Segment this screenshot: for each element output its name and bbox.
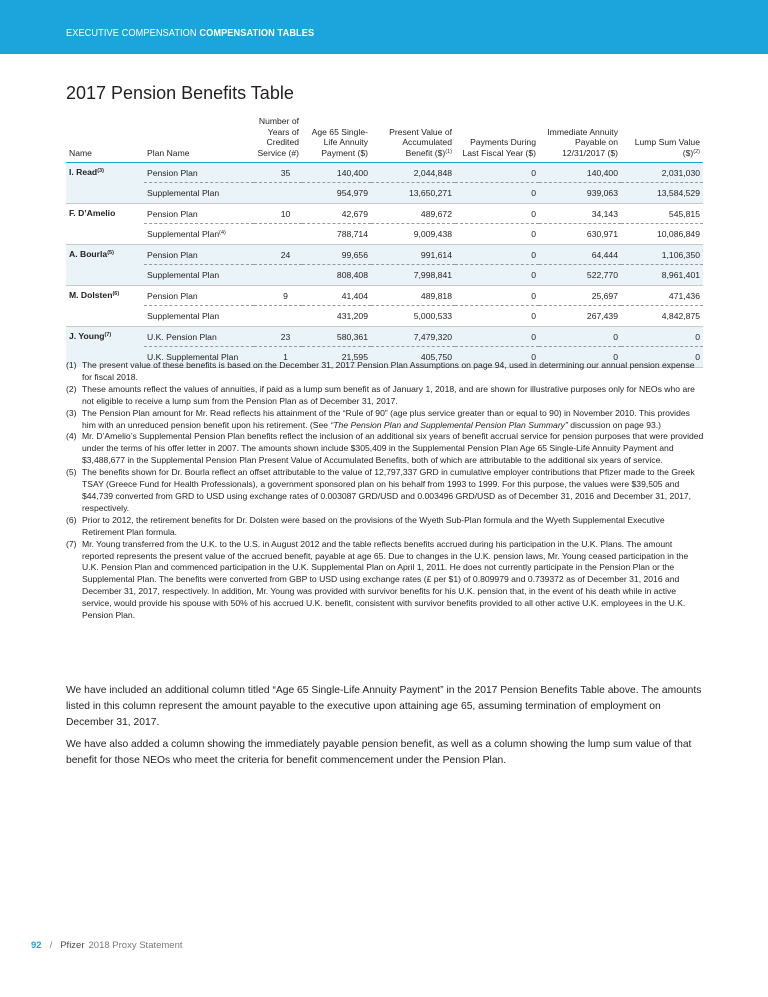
table-row bbox=[66, 203, 703, 224]
present-value-benefit: 13,650,271 bbox=[371, 183, 455, 204]
payments-last-fiscal-year: 0 bbox=[455, 224, 539, 245]
footnote-ref[interactable]: (6) bbox=[112, 290, 120, 297]
immediate-annuity: 0 bbox=[539, 347, 621, 368]
age65-annuity-payment: 954,979 bbox=[302, 183, 371, 204]
section-header bbox=[66, 28, 314, 39]
footnote-item bbox=[66, 539, 706, 622]
executive-name: J. Young$^{(7)}$ bbox=[66, 326, 144, 367]
paragraph-age65-column: We have included an additional column titled “Age 65 Single-Life Annuity Payment” in the 2017 Pension Benefits Table above. The amounts listed in this column represent the amount payable to the executive upon attaining age 65, assuming termination of employment on December 31, 2017. bbox=[66, 685, 702, 728]
table-row bbox=[66, 265, 703, 286]
present-value-benefit: 7,998,841 bbox=[371, 265, 455, 286]
years-credited-service: 24 bbox=[254, 244, 302, 265]
age65-annuity-payment: 788,714 bbox=[302, 224, 371, 245]
payments-last-fiscal-year: 0 bbox=[455, 265, 539, 286]
table-row bbox=[66, 224, 703, 245]
present-value-benefit: 405,750 bbox=[371, 347, 455, 368]
immediate-annuity: 939,063 bbox=[539, 183, 621, 204]
subsection-label: COMPENSATION TABLES bbox=[199, 28, 315, 39]
footnote-ref[interactable]: (1) bbox=[445, 149, 452, 156]
plan-name: Pension Plan bbox=[144, 162, 254, 183]
footnote-item bbox=[66, 384, 706, 408]
years-credited-service bbox=[254, 265, 302, 286]
plan-name: Supplemental Plan bbox=[144, 265, 254, 286]
payments-last-fiscal-year: 0 bbox=[455, 244, 539, 265]
plan-name: Pension Plan bbox=[144, 244, 254, 265]
footnote-number: (6) bbox=[66, 514, 77, 525]
table-header-row bbox=[66, 116, 703, 162]
table-row bbox=[66, 306, 703, 327]
footnote-text: These amounts reflect the values of annuities, if paid as a lump sum benefit as of January 1, 2018, and are shown for illustrative purposes only for NEOs who are not eligible to receive a lump sum from the Pension Plan as of December 31, 2017. bbox=[82, 383, 695, 406]
immediate-annuity: 522,770 bbox=[539, 265, 621, 286]
footnote-item bbox=[66, 515, 706, 539]
age65-annuity-payment: 41,404 bbox=[302, 285, 371, 306]
payments-last-fiscal-year: 0 bbox=[455, 347, 539, 368]
plan-name: Pension Plan bbox=[144, 203, 254, 224]
payments-last-fiscal-year: 0 bbox=[455, 285, 539, 306]
table-row bbox=[66, 183, 703, 204]
plan-name: U.K. Supplemental Plan bbox=[144, 347, 254, 368]
immediate-annuity: 267,439 bbox=[539, 306, 621, 327]
footnote-ref[interactable]: (7) bbox=[104, 331, 112, 338]
age65-annuity-payment: 580,361 bbox=[302, 326, 371, 347]
lump-sum-value: 2,031,030 bbox=[621, 162, 703, 183]
immediate-annuity: 64,444 bbox=[539, 244, 621, 265]
years-credited-service: 35 bbox=[254, 162, 302, 183]
plan-name: U.K. Pension Plan bbox=[144, 326, 254, 347]
lump-sum-value: 0 bbox=[621, 347, 703, 368]
footer-separator: / bbox=[49, 940, 53, 951]
column-header-plan-name: Plan Name bbox=[144, 116, 254, 162]
years-credited-service: 1 bbox=[254, 347, 302, 368]
column-header-years-service: Number of Years of Credited Service (#) bbox=[254, 116, 302, 162]
footnote-item bbox=[66, 360, 706, 384]
plan-name: Pension Plan bbox=[144, 285, 254, 306]
immediate-annuity: 34,143 bbox=[539, 203, 621, 224]
paragraph-immediate-column: We have also added a column showing the immediately payable pension benefit, as well as a column showing the lump sum value of that benefit for those NEOs who meet the criteria for benefit commencement under the Pension Plan. bbox=[66, 739, 692, 766]
payments-last-fiscal-year: 0 bbox=[455, 306, 539, 327]
footnote-number: (4) bbox=[66, 431, 77, 442]
footnote-number: (1) bbox=[66, 360, 77, 370]
years-credited-service: 23 bbox=[254, 326, 302, 347]
table-row bbox=[66, 285, 703, 306]
footnote-ref[interactable]: (5) bbox=[107, 249, 114, 256]
column-header-lump-sum: Lump Sum Value ($)$^{(2)}$ bbox=[621, 116, 703, 162]
footnote-text: Mr. D’Amelio’s Supplemental Pension Plan benefits reflect the inclusion of an additional six years of benefit accrual service for pension purposes that were provided under the terms of his offer letter in 2007. The amounts shown include $305,409 in the Supplemental Pension Plan Age 65 Single-Life Annuity Payment and $3,488,677 in the Supplemental Pension Plan Present Value of Accumulated Benefits, both of which are attributable to the additional six years of service. bbox=[82, 431, 704, 466]
years-credited-service: 9 bbox=[254, 285, 302, 306]
footnote-ref[interactable]: (3) bbox=[97, 167, 104, 174]
years-credited-service: 10 bbox=[254, 203, 302, 224]
plan-name: Supplemental Plan$^{(4)}$ bbox=[144, 224, 254, 245]
footnote-text: Mr. Young transferred from the U.K. to the U.S. in August 2012 and the table reflects benefits accrued during his participation in the U.K. Plans. The amount reported represents the present value of the accrued benefit, payable at age 65. Due to changes in the U.K. pension laws, Mr. Young ceased participation in the U.K. Pension Plan and commenced participation in the U.K. Supplemental Plan on April 1, 2011. He does not currently participate in the Pension Plan or the Supplemental Plan. The benefits were converted from GBP to USD using exchange rates (£ per $1) of 0.809979 and 0.739372 as of December 31, 2016 and December 31, 2017, respectively. In addition, Mr. Young was provided with survivor benefits for his U.K. pension that, in the event of his death while in active service, would provide his spouse with 50% of his accrued U.K. benefit, consistent with survivor benefits provided to all other active U.K. employees in the U.K. Pension Plan. bbox=[82, 538, 689, 621]
pension-benefits-table bbox=[66, 116, 703, 368]
age65-annuity-payment: 42,679 bbox=[302, 203, 371, 224]
present-value-benefit: 489,672 bbox=[371, 203, 455, 224]
footnote-item bbox=[66, 408, 706, 432]
footer-brand: Pfizer bbox=[60, 940, 85, 951]
top-banner bbox=[0, 0, 768, 54]
years-credited-service bbox=[254, 306, 302, 327]
footnote-text: The present value of these benefits is based on the December 31, 2017 Pension Plan Assumptions on page 94, used in determining our annual pension expense for fiscal 2018. bbox=[82, 360, 695, 382]
executive-name: F. D’Amelio bbox=[66, 203, 144, 244]
page-footer bbox=[31, 940, 183, 951]
age65-annuity-payment: 99,656 bbox=[302, 244, 371, 265]
payments-last-fiscal-year: 0 bbox=[455, 162, 539, 183]
lump-sum-value: 0 bbox=[621, 326, 703, 347]
plan-name: Supplemental Plan bbox=[144, 183, 254, 204]
age65-annuity-payment: 21,595 bbox=[302, 347, 371, 368]
present-value-benefit: 991,614 bbox=[371, 244, 455, 265]
footnote-text: Prior to 2012, the retirement benefits for Dr. Dolsten were based on the provisions of the Wyeth Sub-Plan formula and the Wyeth Supplemental Executive Retirement Plan formula. bbox=[82, 514, 665, 537]
years-credited-service bbox=[254, 183, 302, 204]
footnote-item bbox=[66, 431, 706, 467]
executive-name: I. Read$^{(3)}$ bbox=[66, 162, 144, 203]
executive-name: A. Bourla$^{(5)}$ bbox=[66, 244, 144, 285]
immediate-annuity: 0 bbox=[539, 326, 621, 347]
footnotes bbox=[66, 360, 706, 622]
footnote-item bbox=[66, 467, 706, 515]
age65-annuity-payment: 140,400 bbox=[302, 162, 371, 183]
column-header-present-value: Present Value of Accumulated Benefit ($)$^{(1)}$ bbox=[371, 116, 455, 162]
payments-last-fiscal-year: 0 bbox=[455, 326, 539, 347]
immediate-annuity: 140,400 bbox=[539, 162, 621, 183]
footnote-number: (2) bbox=[66, 383, 77, 394]
present-value-benefit: 489,818 bbox=[371, 285, 455, 306]
footer-document-title: 2018 Proxy Statement bbox=[88, 940, 183, 951]
footnote-number: (5) bbox=[66, 467, 77, 478]
footnote-number: (7) bbox=[66, 538, 77, 549]
executive-name: M. Dolsten$^{(6)}$ bbox=[66, 285, 144, 326]
payments-last-fiscal-year: 0 bbox=[455, 183, 539, 204]
footnote-number: (3) bbox=[66, 407, 77, 418]
section-label: EXECUTIVE COMPENSATION bbox=[66, 28, 197, 39]
table-row bbox=[66, 162, 703, 183]
table-body bbox=[66, 162, 703, 367]
column-header-payments: Payments During Last Fiscal Year ($) bbox=[455, 116, 539, 162]
footnote-ref[interactable]: (4) bbox=[219, 230, 226, 237]
age65-annuity-payment: 808,408 bbox=[302, 265, 371, 286]
present-value-benefit: 9,009,438 bbox=[371, 224, 455, 245]
table-row bbox=[66, 326, 703, 347]
page-title: 2017 Pension Benefits Table bbox=[66, 83, 294, 103]
immediate-annuity: 25,697 bbox=[539, 285, 621, 306]
footnote-text: The Pension Plan amount for Mr. Read reflects his attainment of the “Rule of 90” (age plus service greater than or equal to 90) in November 2010. This provides him with an unreduced pension benefit upon his retirement. (See “The Pension Plan and Supplemental Pension Plan Summary” discussion on page 93.) bbox=[82, 407, 690, 430]
lump-sum-value: 545,815 bbox=[621, 203, 703, 224]
lump-sum-value: 10,086,849 bbox=[621, 224, 703, 245]
footnote-text: The benefits shown for Dr. Bourla reflect an offset attributable to the value of 12,797,337 GRD in cumulative employer contributions that Pfizer made to the Greek TSAY (Greece Fund for Health Professionals), a government sponsored plan on his behalf from 1993 to 1999. For this purpose, the values were $39,505 and $44,739 converted from GRD to USD using exchange rates of 0.003087 GRD/USD and 0.003496 GRD/USD as of December 31, 2016 and December 31, 2017, respectively. bbox=[82, 467, 695, 513]
page-number: 92 bbox=[31, 940, 42, 951]
footnote-ref[interactable]: (2) bbox=[693, 149, 700, 156]
lump-sum-value: 1,106,350 bbox=[621, 244, 703, 265]
lump-sum-value: 471,436 bbox=[621, 285, 703, 306]
age65-annuity-payment: 431,209 bbox=[302, 306, 371, 327]
column-header-name: Name bbox=[66, 116, 144, 162]
column-header-age65-annuity: Age 65 Single-Life Annuity Payment ($) bbox=[302, 116, 371, 162]
payments-last-fiscal-year: 0 bbox=[455, 203, 539, 224]
lump-sum-value: 13,584,529 bbox=[621, 183, 703, 204]
lump-sum-value: 8,961,401 bbox=[621, 265, 703, 286]
present-value-benefit: 5,000,533 bbox=[371, 306, 455, 327]
table-row bbox=[66, 244, 703, 265]
lump-sum-value: 4,842,875 bbox=[621, 306, 703, 327]
present-value-benefit: 2,044,848 bbox=[371, 162, 455, 183]
present-value-benefit: 7,479,320 bbox=[371, 326, 455, 347]
cross-reference: “The Pension Plan and Supplemental Pension Plan Summary” bbox=[330, 419, 568, 430]
immediate-annuity: 630,971 bbox=[539, 224, 621, 245]
years-credited-service bbox=[254, 224, 302, 245]
plan-name: Supplemental Plan bbox=[144, 306, 254, 327]
column-header-immediate-annuity: Immediate Annuity Payable on 12/31/2017 ($) bbox=[539, 116, 621, 162]
